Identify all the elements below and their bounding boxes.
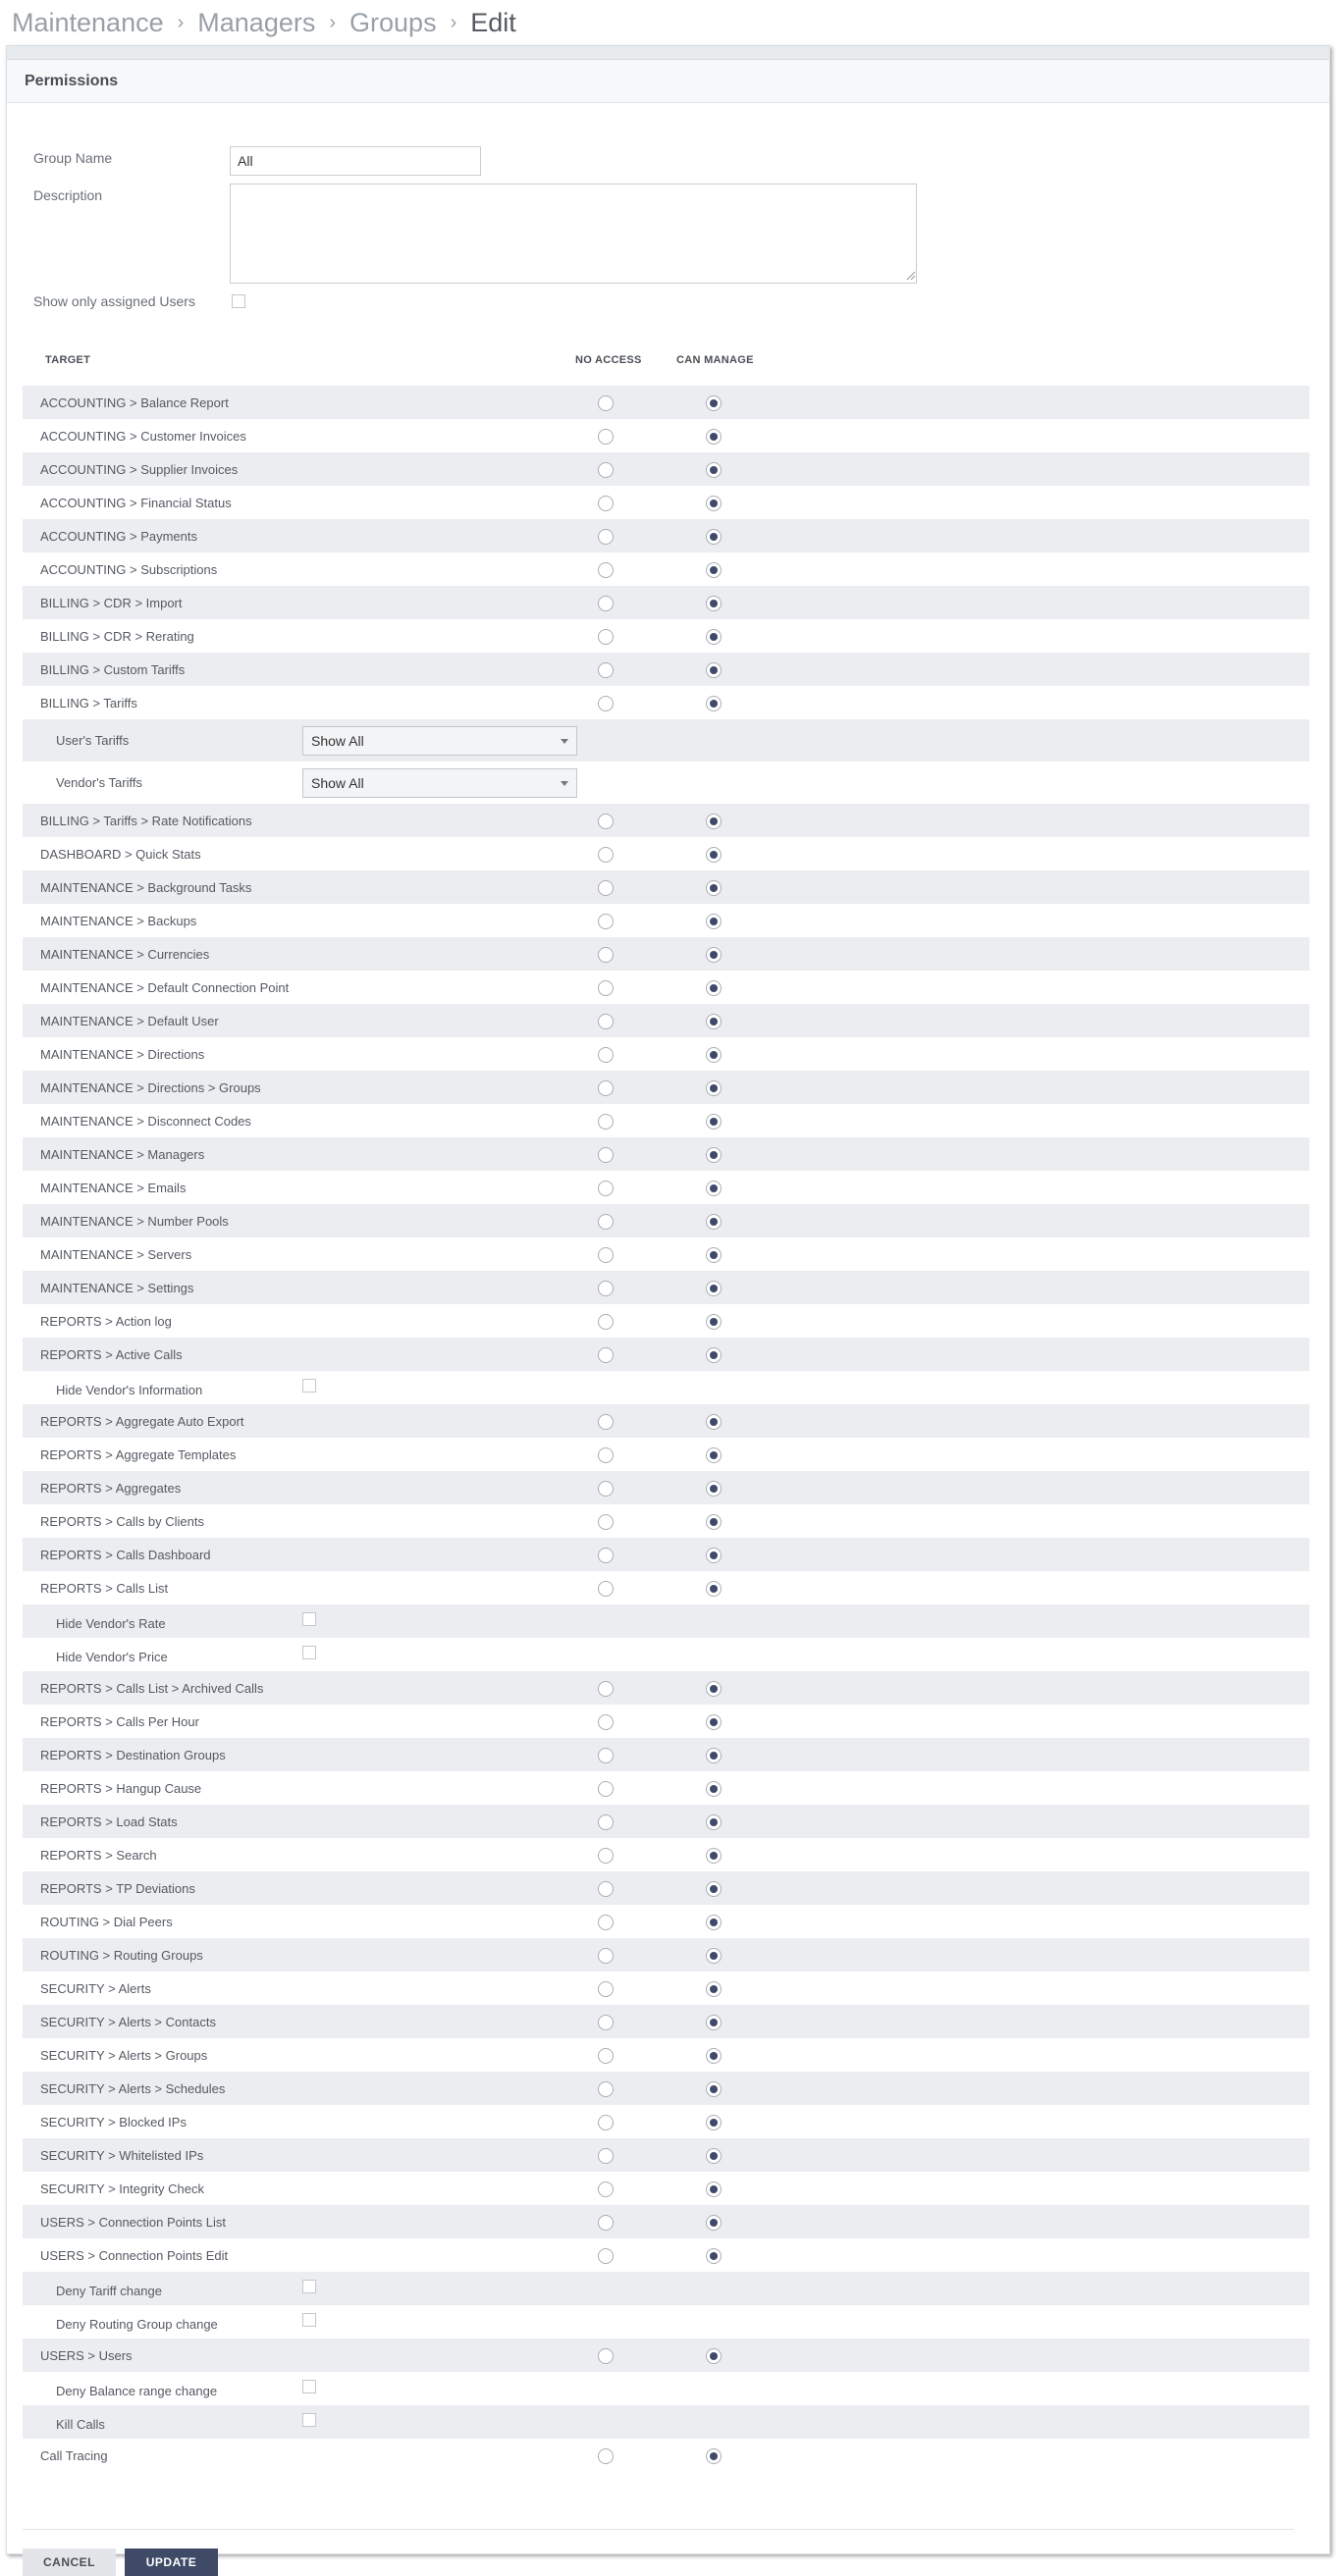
row-label: Deny Tariff change bbox=[56, 2284, 162, 2298]
permission-row bbox=[23, 1871, 1310, 1905]
select-value: Show All bbox=[311, 775, 364, 791]
permission-row bbox=[23, 1705, 1310, 1738]
permission-row bbox=[23, 1071, 1310, 1104]
can-manage-radio[interactable] bbox=[706, 1714, 722, 1730]
row-label: MAINTENANCE > Disconnect Codes bbox=[40, 1114, 251, 1129]
row-label: MAINTENANCE > Directions > Groups bbox=[40, 1080, 261, 1095]
permission-row bbox=[23, 837, 1310, 870]
group-name-label: Group Name bbox=[33, 150, 113, 166]
can-manage-radio[interactable] bbox=[706, 1014, 722, 1029]
can-manage-radio[interactable] bbox=[706, 2115, 722, 2130]
permission-row bbox=[23, 2238, 1310, 2272]
permission-row bbox=[23, 2105, 1310, 2138]
permission-row bbox=[23, 2038, 1310, 2072]
option-checkbox[interactable] bbox=[302, 2280, 316, 2293]
no-access-radio[interactable] bbox=[598, 662, 614, 678]
permission-row bbox=[23, 1671, 1310, 1705]
row-label: SECURITY > Whitelisted IPs bbox=[40, 2148, 204, 2163]
row-label: MAINTENANCE > Backups bbox=[40, 914, 197, 928]
row-label: REPORTS > Load Stats bbox=[40, 1814, 178, 1829]
option-row bbox=[23, 2405, 1310, 2439]
option-row bbox=[23, 1604, 1310, 1638]
permission-row bbox=[23, 1905, 1310, 1938]
show-assigned-checkbox[interactable] bbox=[232, 294, 245, 308]
no-access-radio[interactable] bbox=[598, 2215, 614, 2231]
chevron-right-icon: › bbox=[329, 12, 337, 33]
tariff-filter-row bbox=[23, 719, 1310, 762]
can-manage-radio[interactable] bbox=[706, 629, 722, 645]
can-manage-radio[interactable] bbox=[706, 462, 722, 478]
no-access-radio[interactable] bbox=[598, 1548, 614, 1563]
permission-row bbox=[23, 1971, 1310, 2005]
row-label: ACCOUNTING > Balance Report bbox=[40, 395, 229, 410]
permission-row bbox=[23, 653, 1310, 686]
permission-row bbox=[23, 1805, 1310, 1838]
no-access-radio[interactable] bbox=[598, 696, 614, 711]
permission-row bbox=[23, 386, 1310, 419]
row-label: BILLING > CDR > Rerating bbox=[40, 629, 194, 644]
can-manage-radio[interactable] bbox=[706, 2348, 722, 2364]
breadcrumb-item-managers[interactable]: Managers bbox=[197, 8, 316, 37]
no-access-radio[interactable] bbox=[598, 496, 614, 511]
no-access-radio[interactable] bbox=[598, 1314, 614, 1330]
permission-row bbox=[23, 937, 1310, 971]
option-checkbox[interactable] bbox=[302, 1646, 316, 1659]
can-manage-radio[interactable] bbox=[706, 1681, 722, 1697]
no-access-radio[interactable] bbox=[598, 1514, 614, 1530]
permission-row bbox=[23, 1237, 1310, 1271]
row-label: MAINTENANCE > Default Connection Point bbox=[40, 980, 290, 995]
row-label: SECURITY > Alerts > Contacts bbox=[40, 2015, 216, 2029]
permission-row bbox=[23, 1738, 1310, 1771]
no-access-radio[interactable] bbox=[598, 1681, 614, 1697]
row-label: MAINTENANCE > Servers bbox=[40, 1247, 192, 1262]
permission-row bbox=[23, 452, 1310, 486]
row-label: ACCOUNTING > Subscriptions bbox=[40, 562, 218, 577]
can-manage-radio[interactable] bbox=[706, 1781, 722, 1797]
option-checkbox[interactable] bbox=[302, 2313, 316, 2327]
no-access-radio[interactable] bbox=[598, 2015, 614, 2030]
option-row bbox=[23, 1371, 1310, 1404]
permission-row bbox=[23, 2339, 1310, 2372]
row-label: ROUTING > Routing Groups bbox=[40, 1948, 203, 1963]
no-access-radio[interactable] bbox=[598, 1147, 614, 1163]
row-label: ACCOUNTING > Financial Status bbox=[40, 496, 232, 510]
no-access-radio[interactable] bbox=[598, 462, 614, 478]
no-access-radio[interactable] bbox=[598, 2115, 614, 2130]
row-label: MAINTENANCE > Background Tasks bbox=[40, 880, 252, 895]
permission-row bbox=[23, 904, 1310, 937]
permission-row bbox=[23, 1104, 1310, 1137]
row-label: USERS > Connection Points List bbox=[40, 2215, 226, 2230]
row-label: REPORTS > Hangup Cause bbox=[40, 1781, 202, 1796]
option-checkbox[interactable] bbox=[302, 2380, 316, 2393]
permission-row bbox=[23, 1438, 1310, 1471]
permission-row bbox=[23, 971, 1310, 1004]
permission-row bbox=[23, 2439, 1310, 2472]
no-access-radio[interactable] bbox=[598, 1915, 614, 1930]
no-access-radio[interactable] bbox=[598, 1347, 614, 1363]
no-access-radio[interactable] bbox=[598, 1881, 614, 1897]
no-access-radio[interactable] bbox=[598, 629, 614, 645]
row-label: USERS > Users bbox=[40, 2348, 133, 2363]
can-manage-radio[interactable] bbox=[706, 1548, 722, 1563]
breadcrumb-item-groups[interactable]: Groups bbox=[349, 8, 437, 37]
can-manage-radio[interactable] bbox=[706, 2081, 722, 2097]
row-label: SECURITY > Alerts bbox=[40, 1981, 151, 1996]
can-manage-radio[interactable] bbox=[706, 696, 722, 711]
no-access-radio[interactable] bbox=[598, 1214, 614, 1230]
row-label: MAINTENANCE > Managers bbox=[40, 1147, 205, 1162]
can-manage-radio[interactable] bbox=[706, 1814, 722, 1830]
option-row bbox=[23, 2272, 1310, 2305]
can-manage-radio[interactable] bbox=[706, 1881, 722, 1897]
panel-topbar bbox=[7, 46, 1329, 60]
row-label: ACCOUNTING > Supplier Invoices bbox=[40, 462, 239, 477]
row-label: DASHBOARD > Quick Stats bbox=[40, 847, 201, 862]
no-access-radio[interactable] bbox=[598, 562, 614, 578]
row-label: USERS > Connection Points Edit bbox=[40, 2248, 229, 2263]
no-access-radio[interactable] bbox=[598, 2048, 614, 2064]
no-access-radio[interactable] bbox=[598, 2148, 614, 2164]
permission-row bbox=[23, 2138, 1310, 2172]
can-manage-radio[interactable] bbox=[706, 1281, 722, 1296]
no-access-radio[interactable] bbox=[598, 980, 614, 996]
header-target: TARGET bbox=[45, 354, 91, 366]
can-manage-radio[interactable] bbox=[706, 2015, 722, 2030]
permission-row bbox=[23, 1504, 1310, 1538]
permission-row bbox=[23, 2072, 1310, 2105]
can-manage-radio[interactable] bbox=[706, 429, 722, 445]
permission-row bbox=[23, 1771, 1310, 1805]
row-label: Kill Calls bbox=[56, 2417, 105, 2432]
row-label: BILLING > Custom Tariffs bbox=[40, 662, 186, 677]
row-label: Hide Vendor's Price bbox=[56, 1650, 168, 1664]
row-label: BILLING > Tariffs bbox=[40, 696, 137, 710]
permission-row bbox=[23, 1204, 1310, 1237]
row-label: REPORTS > Calls Per Hour bbox=[40, 1714, 199, 1729]
no-access-radio[interactable] bbox=[598, 847, 614, 863]
can-manage-radio[interactable] bbox=[706, 814, 722, 829]
can-manage-radio[interactable] bbox=[706, 880, 722, 896]
row-label: REPORTS > Aggregates bbox=[40, 1481, 182, 1496]
row-label: BILLING > Tariffs > Rate Notifications bbox=[40, 814, 252, 828]
row-label: REPORTS > Active Calls bbox=[40, 1347, 183, 1362]
no-access-radio[interactable] bbox=[598, 1047, 614, 1063]
permission-row bbox=[23, 804, 1310, 837]
breadcrumb bbox=[12, 8, 516, 41]
can-manage-radio[interactable] bbox=[706, 1948, 722, 1964]
option-row bbox=[23, 2305, 1310, 2339]
description-label: Description bbox=[33, 187, 103, 203]
permission-row bbox=[23, 1304, 1310, 1338]
no-access-radio[interactable] bbox=[598, 596, 614, 611]
can-manage-radio[interactable] bbox=[706, 1114, 722, 1130]
permission-row bbox=[23, 1137, 1310, 1171]
no-access-radio[interactable] bbox=[598, 914, 614, 929]
no-access-radio[interactable] bbox=[598, 814, 614, 829]
can-manage-radio[interactable] bbox=[706, 2148, 722, 2164]
permission-row bbox=[23, 2005, 1310, 2038]
row-label: REPORTS > TP Deviations bbox=[40, 1881, 195, 1896]
can-manage-radio[interactable] bbox=[706, 596, 722, 611]
row-label: User's Tariffs bbox=[56, 733, 130, 748]
no-access-radio[interactable] bbox=[598, 1014, 614, 1029]
update-button[interactable]: UPDATE bbox=[125, 2549, 218, 2576]
row-label: REPORTS > Action log bbox=[40, 1314, 172, 1329]
permissions-table bbox=[23, 386, 1310, 2472]
can-manage-radio[interactable] bbox=[706, 1147, 722, 1163]
chevron-down-icon bbox=[561, 739, 568, 744]
no-access-radio[interactable] bbox=[598, 1848, 614, 1864]
permission-row bbox=[23, 1404, 1310, 1438]
no-access-radio[interactable] bbox=[598, 2248, 614, 2264]
can-manage-radio[interactable] bbox=[706, 1748, 722, 1763]
permission-row bbox=[23, 519, 1310, 552]
row-label: MAINTENANCE > Directions bbox=[40, 1047, 205, 1062]
permission-row bbox=[23, 1037, 1310, 1071]
header-can-manage: CAN MANAGE bbox=[676, 354, 754, 366]
row-label: SECURITY > Blocked IPs bbox=[40, 2115, 187, 2129]
breadcrumb-item-maintenance[interactable]: Maintenance bbox=[12, 8, 164, 37]
can-manage-radio[interactable] bbox=[706, 562, 722, 578]
breadcrumb-current: Edit bbox=[470, 8, 516, 37]
can-manage-radio[interactable] bbox=[706, 2215, 722, 2231]
no-access-radio[interactable] bbox=[598, 1814, 614, 1830]
row-label: REPORTS > Calls by Clients bbox=[40, 1514, 205, 1529]
no-access-radio[interactable] bbox=[598, 880, 614, 896]
no-access-radio[interactable] bbox=[598, 1281, 614, 1296]
can-manage-radio[interactable] bbox=[706, 1080, 722, 1096]
no-access-radio[interactable] bbox=[598, 1481, 614, 1497]
row-label: REPORTS > Calls List > Archived Calls bbox=[40, 1681, 264, 1696]
no-access-radio[interactable] bbox=[598, 1781, 614, 1797]
no-access-radio[interactable] bbox=[598, 2348, 614, 2364]
row-label: MAINTENANCE > Number Pools bbox=[40, 1214, 229, 1229]
no-access-radio[interactable] bbox=[598, 1714, 614, 1730]
panel-title: Permissions bbox=[25, 73, 119, 89]
permission-row bbox=[23, 870, 1310, 904]
permission-row bbox=[23, 619, 1310, 653]
permission-row bbox=[23, 2172, 1310, 2205]
permissions-panel bbox=[6, 45, 1330, 2569]
chevron-right-icon: › bbox=[450, 12, 457, 33]
no-access-radio[interactable] bbox=[598, 1581, 614, 1597]
row-label: REPORTS > Aggregate Auto Export bbox=[40, 1414, 244, 1429]
can-manage-radio[interactable] bbox=[706, 1047, 722, 1063]
no-access-radio[interactable] bbox=[598, 1948, 614, 1964]
no-access-radio[interactable] bbox=[598, 2182, 614, 2197]
row-label: MAINTENANCE > Default User bbox=[40, 1014, 219, 1028]
can-manage-radio[interactable] bbox=[706, 980, 722, 996]
panel-header bbox=[7, 60, 1329, 103]
permission-row bbox=[23, 1271, 1310, 1304]
permission-row bbox=[23, 2205, 1310, 2238]
row-label: Deny Routing Group change bbox=[56, 2317, 218, 2332]
can-manage-radio[interactable] bbox=[706, 662, 722, 678]
row-label: SECURITY > Alerts > Groups bbox=[40, 2048, 208, 2063]
can-manage-radio[interactable] bbox=[706, 1848, 722, 1864]
can-manage-radio[interactable] bbox=[706, 1514, 722, 1530]
row-label: SECURITY > Alerts > Schedules bbox=[40, 2081, 226, 2096]
row-label: REPORTS > Calls List bbox=[40, 1581, 169, 1596]
description-textarea[interactable] bbox=[230, 184, 917, 284]
option-row bbox=[23, 2372, 1310, 2405]
can-manage-radio[interactable] bbox=[706, 2448, 722, 2464]
resize-grip-icon[interactable] bbox=[905, 270, 915, 280]
show-assigned-label: Show only assigned Users bbox=[33, 293, 195, 309]
permission-row bbox=[23, 1171, 1310, 1204]
permission-row bbox=[23, 686, 1310, 719]
row-label: MAINTENANCE > Settings bbox=[40, 1281, 194, 1295]
no-access-radio[interactable] bbox=[598, 529, 614, 545]
row-label: Hide Vendor's Information bbox=[56, 1383, 203, 1397]
no-access-radio[interactable] bbox=[598, 429, 614, 445]
row-label: SECURITY > Integrity Check bbox=[40, 2182, 205, 2196]
permission-row bbox=[23, 1938, 1310, 1971]
can-manage-radio[interactable] bbox=[706, 496, 722, 511]
option-checkbox[interactable] bbox=[302, 1612, 316, 1626]
no-access-radio[interactable] bbox=[598, 1181, 614, 1196]
can-manage-radio[interactable] bbox=[706, 1214, 722, 1230]
permission-row bbox=[23, 552, 1310, 586]
no-access-radio[interactable] bbox=[598, 2448, 614, 2464]
row-label: ACCOUNTING > Customer Invoices bbox=[40, 429, 246, 444]
no-access-radio[interactable] bbox=[598, 1447, 614, 1463]
can-manage-radio[interactable] bbox=[706, 1915, 722, 1930]
row-label: Vendor's Tariffs bbox=[56, 775, 142, 790]
no-access-radio[interactable] bbox=[598, 1080, 614, 1096]
can-manage-radio[interactable] bbox=[706, 1481, 722, 1497]
can-manage-radio[interactable] bbox=[706, 1981, 722, 1997]
can-manage-radio[interactable] bbox=[706, 847, 722, 863]
no-access-radio[interactable] bbox=[598, 1748, 614, 1763]
no-access-radio[interactable] bbox=[598, 1114, 614, 1130]
footer-divider bbox=[23, 2529, 1294, 2530]
can-manage-radio[interactable] bbox=[706, 1181, 722, 1196]
tariff-filter-row bbox=[23, 762, 1310, 804]
chevron-right-icon: › bbox=[177, 12, 185, 33]
row-label: REPORTS > Search bbox=[40, 1848, 157, 1863]
permission-row bbox=[23, 1571, 1310, 1604]
cancel-button[interactable]: CANCEL bbox=[23, 2549, 116, 2576]
can-manage-radio[interactable] bbox=[706, 529, 722, 545]
can-manage-radio[interactable] bbox=[706, 2048, 722, 2064]
chevron-down-icon bbox=[561, 781, 568, 786]
row-label: REPORTS > Aggregate Templates bbox=[40, 1447, 237, 1462]
option-checkbox[interactable] bbox=[302, 1379, 316, 1393]
can-manage-radio[interactable] bbox=[706, 2248, 722, 2264]
can-manage-radio[interactable] bbox=[706, 1414, 722, 1430]
row-label: ACCOUNTING > Payments bbox=[40, 529, 198, 544]
row-label: MAINTENANCE > Emails bbox=[40, 1181, 187, 1195]
can-manage-radio[interactable] bbox=[706, 1314, 722, 1330]
no-access-radio[interactable] bbox=[598, 2081, 614, 2097]
row-label: BILLING > CDR > Import bbox=[40, 596, 183, 610]
select-value: Show All bbox=[311, 733, 364, 749]
permission-row bbox=[23, 1471, 1310, 1504]
no-access-radio[interactable] bbox=[598, 947, 614, 963]
tariff-select[interactable] bbox=[302, 768, 577, 798]
can-manage-radio[interactable] bbox=[706, 395, 722, 411]
header-no-access: NO ACCESS bbox=[575, 354, 642, 366]
row-label: ROUTING > Dial Peers bbox=[40, 1915, 173, 1929]
no-access-radio[interactable] bbox=[598, 1414, 614, 1430]
group-name-input[interactable] bbox=[230, 146, 481, 176]
row-label: Call Tracing bbox=[40, 2448, 108, 2463]
row-label: Hide Vendor's Rate bbox=[56, 1616, 166, 1631]
can-manage-radio[interactable] bbox=[706, 1347, 722, 1363]
row-label: Deny Balance range change bbox=[56, 2384, 218, 2398]
no-access-radio[interactable] bbox=[598, 1981, 614, 1997]
row-label: REPORTS > Calls Dashboard bbox=[40, 1548, 211, 1562]
row-label: MAINTENANCE > Currencies bbox=[40, 947, 210, 962]
option-row bbox=[23, 1638, 1310, 1671]
no-access-radio[interactable] bbox=[598, 1247, 614, 1263]
permission-row bbox=[23, 1004, 1310, 1037]
can-manage-radio[interactable] bbox=[706, 1447, 722, 1463]
no-access-radio[interactable] bbox=[598, 395, 614, 411]
can-manage-radio[interactable] bbox=[706, 2182, 722, 2197]
can-manage-radio[interactable] bbox=[706, 914, 722, 929]
option-checkbox[interactable] bbox=[302, 2413, 316, 2427]
row-label: REPORTS > Destination Groups bbox=[40, 1748, 226, 1762]
permission-row bbox=[23, 1538, 1310, 1571]
can-manage-radio[interactable] bbox=[706, 947, 722, 963]
can-manage-radio[interactable] bbox=[706, 1247, 722, 1263]
permission-row bbox=[23, 1338, 1310, 1371]
permission-row bbox=[23, 419, 1310, 452]
permission-row bbox=[23, 486, 1310, 519]
permission-row bbox=[23, 1838, 1310, 1871]
permission-row bbox=[23, 586, 1310, 619]
tariff-select[interactable] bbox=[302, 726, 577, 756]
can-manage-radio[interactable] bbox=[706, 1581, 722, 1597]
